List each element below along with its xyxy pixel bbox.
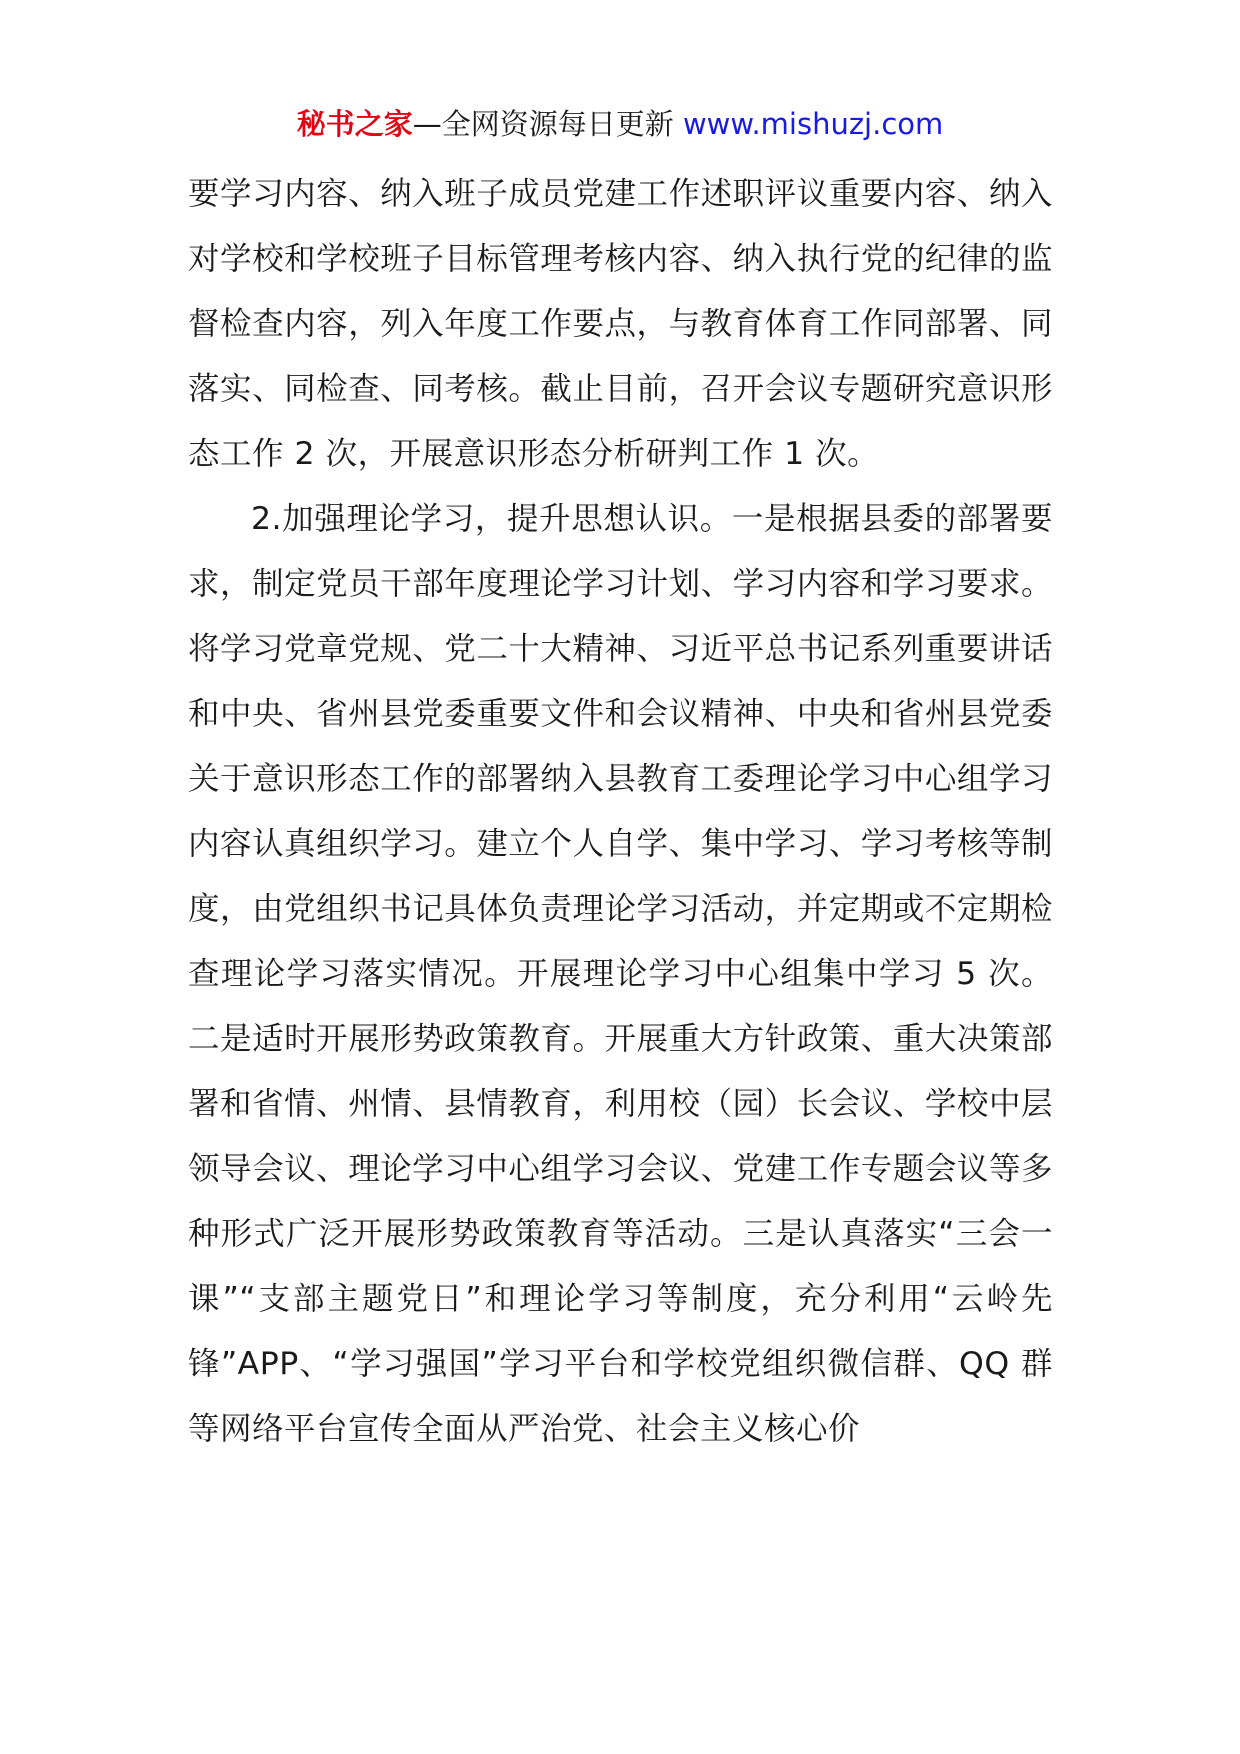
document-body	[188, 162, 1053, 1462]
body-paragraph: 要学习内容、纳入班子成员党建工作述职评议重要内容、纳入对学校和学校班子目标管理考核内容、纳入执行党的纪律的监督检查内容，列入年度工作要点，与教育体育工作同部署、同落实、同检查、同考核。截止目前，召开会议专题研究意识形态工作 2 次，开展意识形态分析研判工作 1 次。	[188, 176, 1053, 472]
header-slogan: —全网资源每日更新	[412, 107, 683, 141]
body-paragraph: 2.加强理论学习，提升思想认识。一是根据县委的部署要求，制定党员干部年度理论学习计划、学习内容和学习要求。将学习党章党规、党二十大精神、习近平总书记系列重要讲话和中央、省州县党委重要文件和会议精神、中央和省州县党委关于意识形态工作的部署纳入县教育工委理论学习中心组学习内容认真组织学习。建立个人自学、集中学习、学习考核等制度，由党组织书记具体负责理论学习活动，并定期或不定期检查理论学习落实情况。开展理论学习中心组集中学习 5 次。二是适时开展形势政策教育。开展重大方针政策、重大决策部署和省情、州情、县情教育，利用校（园）长会议、学校中层领导会议、理论学习中心组学习会议、党建工作专题会议等多种形式广泛开展形势政策教育等活动。三是认真落实“三会一课”“支部主题党日”和理论学习等制度，充分利用“云岭先锋”APP、“学习强国”学习平台和学校党组织微信群、QQ 群等网络平台宣传全面从严治党、社会主义核心价	[188, 501, 1053, 1447]
website-link[interactable]: www.mishuzj.com	[682, 107, 944, 141]
page-header	[0, 104, 1240, 144]
brand-name: 秘书之家	[296, 107, 413, 141]
